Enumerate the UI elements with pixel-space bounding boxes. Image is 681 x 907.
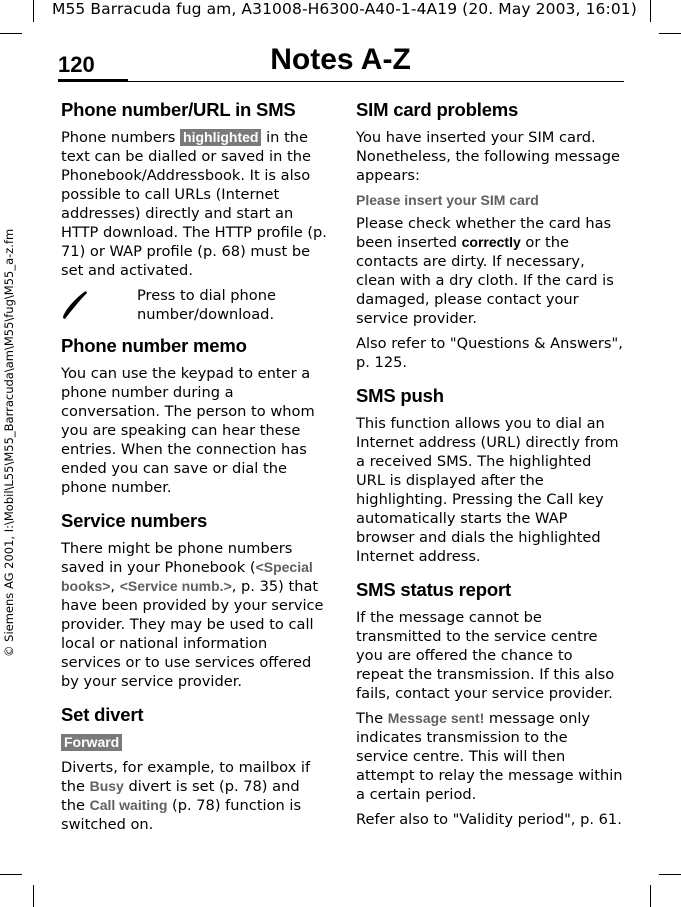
- page-title: Notes A-Z: [270, 43, 411, 76]
- paragraph: This function allows you to dial an Internet address (URL) directly from a received SMS. The highlighted URL is displayed after the highlighting. Pressing the Call key automatically starts the WAP browser and dials the highlighted Internet address.: [356, 415, 619, 565]
- paragraph: Phone numbers highlighted in the text can be dialled or saved in the Phonebook/Addressbook. It is also possible to call URLs (Internet addresses) directly and start an HTTP download. The HTTP profile (p. 71) or WAP profile (p. 68) must be set and activated.: [61, 129, 327, 279]
- paragraph: Refer also to "Validity period", p. 61.: [356, 811, 622, 828]
- crop-mark: [33, 0, 34, 22]
- section-phone-number-memo: [61, 334, 327, 497]
- section-title: SIM card problems: [356, 99, 519, 120]
- menu-term: <Special books>: [61, 559, 313, 594]
- header-rule-thin: [128, 81, 624, 82]
- section-title: Phone number memo: [61, 335, 247, 356]
- crop-mark: [0, 874, 22, 875]
- section-sms-status-report: [356, 578, 624, 829]
- section-sms-push: [356, 384, 624, 566]
- section-sim-card-problems: [356, 98, 624, 372]
- highlighted-badge: highlighted: [180, 129, 261, 146]
- section-title: Service numbers: [61, 510, 208, 531]
- right-column: [356, 98, 624, 835]
- section-service-numbers: [61, 509, 327, 691]
- menu-term: Message sent!: [387, 710, 485, 726]
- header-rule-thick: [58, 79, 128, 82]
- display-message: Please insert your SIM card: [356, 192, 539, 208]
- section-set-divert: [61, 703, 327, 834]
- emphasis-term: correctly: [461, 234, 521, 250]
- crop-mark: [650, 885, 651, 907]
- paragraph: You have inserted your SIM card. Nonetheless, the following message appears:: [356, 129, 620, 184]
- paragraph: Also refer to "Questions & Answers", p. 125.: [356, 335, 623, 371]
- paragraph: You can use the keypad to enter a phone number during a conversation. The person to whom you are speaking can hear these entries. When the connection has ended you can save or dial the phone number.: [61, 365, 315, 496]
- section-title: Phone number/URL in SMS: [61, 99, 296, 120]
- crop-mark: [33, 885, 34, 907]
- menu-term: <Service numb.>: [119, 578, 232, 594]
- forward-badge: Forward: [61, 734, 122, 751]
- paragraph: The Message sent! message only indicates transmission to the service centre. This will then attempt to relay the message within a certain period.: [356, 710, 623, 803]
- instruction-text: Press to dial phone number/download.: [137, 287, 276, 323]
- crop-mark: [650, 0, 651, 22]
- section-title: SMS push: [356, 385, 444, 406]
- section-title: Set divert: [61, 704, 144, 725]
- section-title: SMS status report: [356, 579, 511, 600]
- crop-mark: [659, 33, 681, 34]
- section-phone-number-url: [61, 98, 327, 326]
- instruction-row: [61, 286, 327, 326]
- call-key-icon: [61, 288, 89, 320]
- menu-term: Busy: [89, 778, 124, 794]
- paragraph: There might be phone numbers saved in your Phonebook (<Special books>, <Service numb.>, p. 35) that have been provided by your service provider. They may be used to call local or national information services or to use services offered by your service provider.: [61, 540, 324, 690]
- crop-mark: [659, 874, 681, 875]
- page-number: 120: [58, 52, 95, 77]
- left-column: [61, 98, 327, 840]
- paragraph: If the message cannot be transmitted to the service centre you are offered the chance to repeat the transmission. If this also fails, contact your service provider.: [356, 609, 615, 702]
- running-head: M55 Barracuda fug am, A31008-H6300-A40-1-4A19 (20. May 2003, 16:01): [52, 0, 637, 18]
- side-note: © Siemens AG 2001, I:\Mobil\L55\M55_Barracuda\am\M55\fug\M55_a-z.fm: [2, 228, 16, 657]
- crop-mark: [0, 33, 22, 34]
- paragraph: Please check whether the card has been inserted correctly or the contacts are dirty. If necessary, clean with a dry cloth. If the card is damaged, please contact your service provider.: [356, 215, 614, 327]
- paragraph: Diverts, for example, to mailbox if the Busy divert is set (p. 78) and the Call waiting (p. 78) function is switched on.: [61, 759, 311, 833]
- menu-term: Call waiting: [89, 797, 168, 813]
